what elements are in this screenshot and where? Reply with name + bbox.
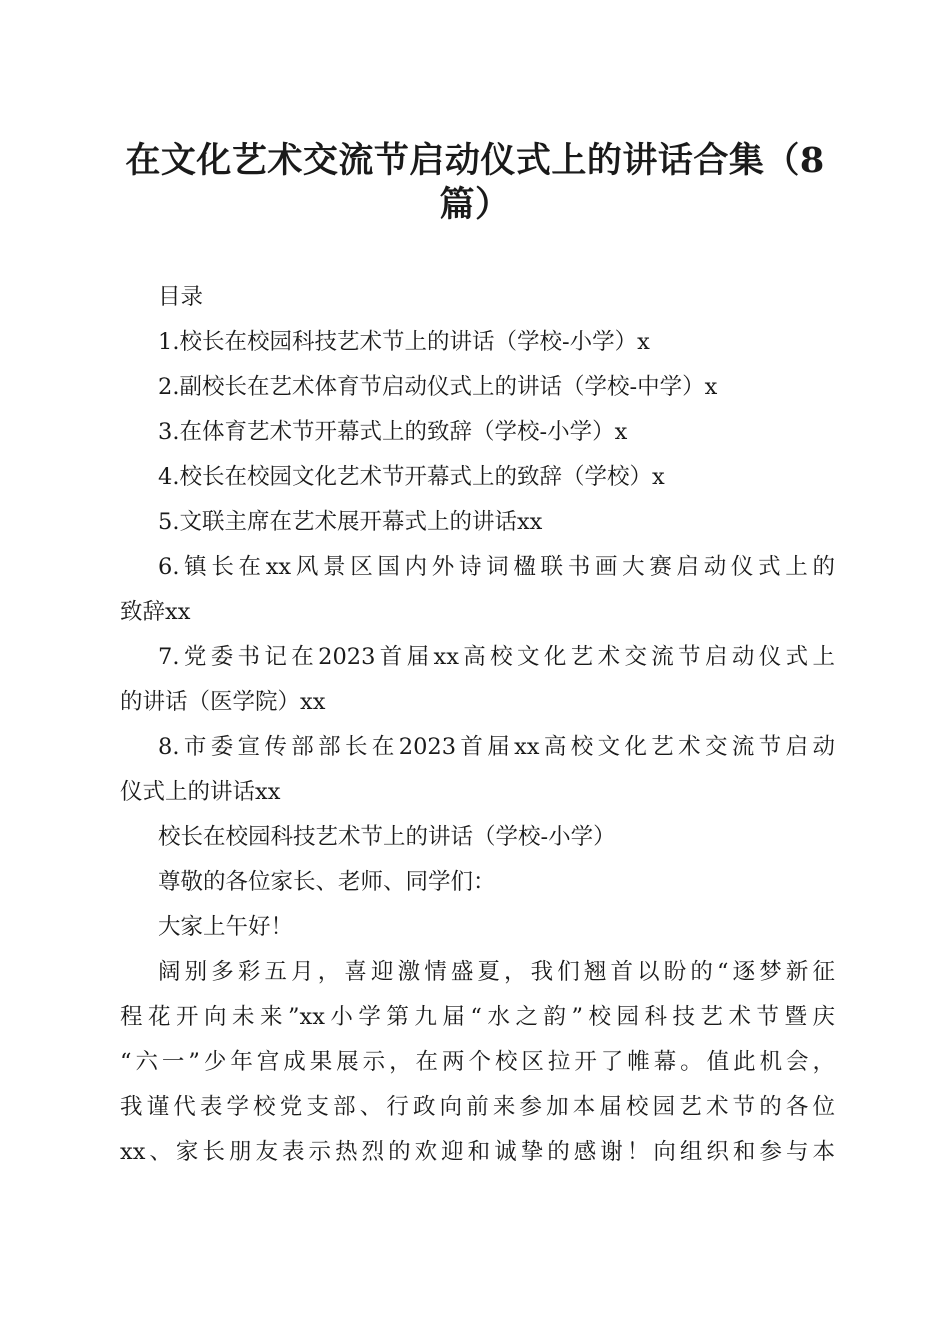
toc-item-7-line-1: 7.党委书记在2023首届xx高校文化艺术交流节启动仪式上 bbox=[158, 644, 835, 670]
speech-greeting: 大家上午好！ bbox=[158, 914, 294, 940]
toc-item-6-line-1: 6.镇长在xx风景区国内外诗词楹联书画大赛启动仪式上的 bbox=[158, 554, 835, 580]
toc-item-4: 4.校长在校园文化艺术节开幕式上的致辞（学校）x bbox=[158, 464, 665, 490]
speech-paragraph-line-4: 我谨代表学校党支部、行政向前来参加本届校园艺术节的各位 bbox=[120, 1094, 835, 1120]
toc-item-8-line-2: 仪式上的讲话xx bbox=[120, 779, 281, 805]
speech-paragraph-line-1: 阔别多彩五月，喜迎激情盛夏，我们翘首以盼的“逐梦新征 bbox=[158, 959, 835, 985]
document-title-line-1: 在文化艺术交流节启动仪式上的讲话合集（8 bbox=[125, 140, 825, 181]
toc-item-2: 2.副校长在艺术体育节启动仪式上的讲话（学校-中学）x bbox=[158, 374, 718, 400]
speech-salutation: 尊敬的各位家长、老师、同学们： bbox=[158, 869, 496, 895]
document-title-line-2: 篇） bbox=[439, 184, 511, 225]
speech-paragraph-line-2: 程花开向未来”xx小学第九届“水之韵”校园科技艺术节暨庆 bbox=[120, 1004, 835, 1030]
toc-heading: 目录 bbox=[158, 284, 204, 310]
toc-item-6-line-2: 致辞xx bbox=[120, 599, 191, 625]
document-body bbox=[120, 275, 835, 1175]
toc-item-1: 1.校长在校园科技艺术节上的讲话（学校-小学）x bbox=[158, 329, 650, 355]
speech-paragraph-line-3: “六一”少年宫成果展示，在两个校区拉开了帷幕。值此机会， bbox=[120, 1049, 835, 1075]
toc-item-8-line-1: 8.市委宣传部部长在2023首届xx高校文化艺术交流节启动 bbox=[158, 734, 835, 760]
speech-heading: 校长在校园科技艺术节上的讲话（学校-小学） bbox=[158, 824, 616, 850]
toc-item-7-line-2: 的讲话（医学院）xx bbox=[120, 689, 326, 715]
speech-paragraph-line-5: xx、家长朋友表示热烈的欢迎和诚挚的感谢！向组织和参与本 bbox=[120, 1139, 835, 1165]
toc-item-3: 3.在体育艺术节开幕式上的致辞（学校-小学）x bbox=[158, 419, 628, 445]
toc-item-5: 5.文联主席在艺术展开幕式上的讲话xx bbox=[158, 509, 543, 535]
